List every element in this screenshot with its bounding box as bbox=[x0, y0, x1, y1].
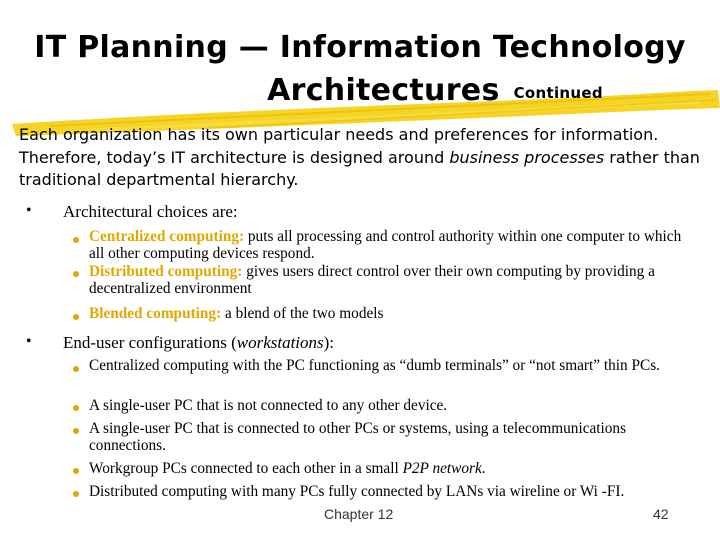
heading-text: End-user configurations ( bbox=[63, 333, 237, 352]
sub-bullet-dot bbox=[73, 468, 79, 474]
list-item: Centralized computing with the PC functioning as “dumb terminals” or “not smart” thin PCs. bbox=[89, 357, 660, 374]
intro-text-1: Each organization has its own particular needs and preferences for information. Therefore, today’s IT architecture is designed around bbox=[19, 125, 659, 167]
sub-bullet-dot bbox=[73, 314, 79, 320]
term-distributed: Distributed computing: bbox=[89, 263, 243, 280]
intro-italic: business processes bbox=[449, 147, 605, 167]
bullet-marker: • bbox=[26, 333, 32, 350]
footer-chapter: Chapter 12 bbox=[324, 506, 394, 522]
title-line-1: IT Planning — Information Technology bbox=[34, 30, 686, 65]
slide-title bbox=[0, 26, 720, 115]
term-centralized: Centralized computing: bbox=[89, 228, 245, 245]
heading-text: ): bbox=[323, 333, 335, 352]
heading-italic: workstations bbox=[236, 333, 324, 352]
page-number: 42 bbox=[653, 506, 669, 522]
bullet-marker: • bbox=[26, 202, 32, 219]
sub-bullet-dot bbox=[73, 366, 79, 372]
item-text: . bbox=[481, 460, 486, 477]
sub-bullet-dot bbox=[73, 237, 79, 243]
list-item bbox=[89, 306, 699, 323]
list-item bbox=[89, 461, 699, 478]
item-text: Workgroup PCs connected to each other in a small bbox=[89, 460, 403, 477]
list-item: Distributed computing with many PCs fully connected by LANs via wireline or Wi -FI. bbox=[89, 483, 625, 500]
sub-bullet-dot bbox=[73, 428, 79, 434]
item-text: puts all processing and control authority within one computer to which all other computing devices respond. bbox=[89, 228, 682, 262]
sub-bullet-dot bbox=[73, 405, 79, 411]
section-heading-architectural-choices: Architectural choices are: bbox=[63, 202, 238, 221]
list-item bbox=[89, 264, 699, 297]
sub-bullet-dot bbox=[73, 491, 79, 497]
list-item: A single-user PC that is connected to other PCs or systems, using a telecommunications connections. bbox=[89, 420, 627, 454]
item-text: a blend of the two models bbox=[221, 305, 384, 322]
item-italic: P2P network bbox=[402, 460, 482, 477]
list-item bbox=[89, 229, 699, 262]
title-continued: Continued bbox=[513, 84, 603, 102]
intro-paragraph bbox=[19, 124, 719, 192]
section-heading-end-user-configurations bbox=[63, 333, 334, 353]
intro-text-2: rather than traditional departmental hierarchy. bbox=[19, 147, 700, 189]
sub-bullet-dot bbox=[73, 271, 79, 277]
title-line-2: Architectures bbox=[267, 73, 500, 108]
list-item: A single-user PC that is not connected to any other device. bbox=[89, 397, 448, 414]
item-text: gives users direct control over their own computing by providing a decentralized environment bbox=[89, 263, 655, 297]
term-blended: Blended computing: bbox=[89, 305, 222, 322]
